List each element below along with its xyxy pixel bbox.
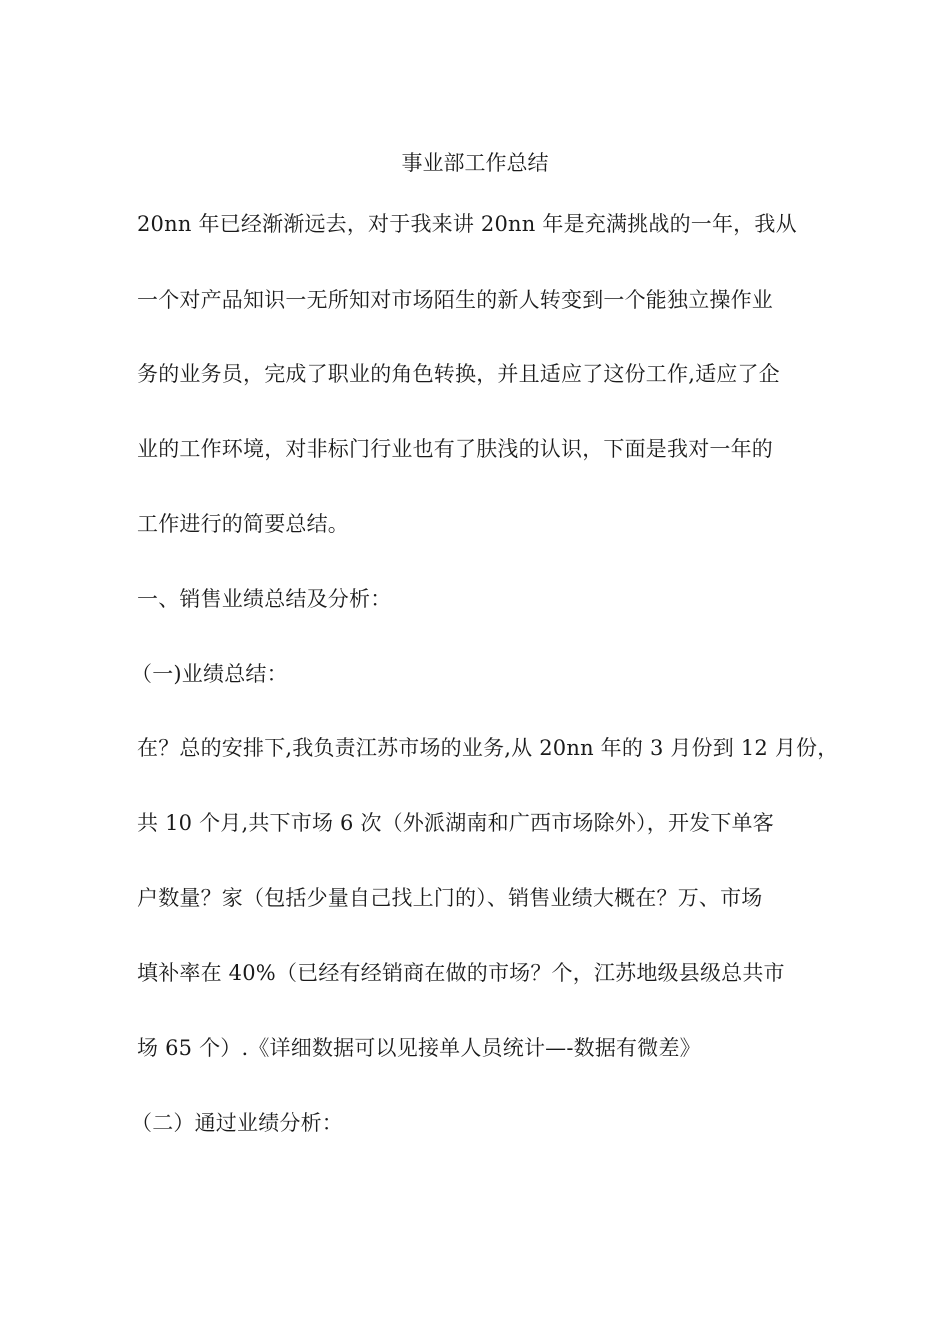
subsection-heading-2: （二）通过业绩分析：: [131, 1111, 343, 1135]
section-heading-1: 一、销售业绩总结及分析：: [137, 587, 392, 611]
body-line-10: 户数量？家（包括少量自己找上门的）、销售业绩大概在？万、市场: [137, 886, 763, 910]
subsection-heading-1: （一)业绩总结：: [131, 662, 288, 686]
body-line-9: 共 10 个月,共下市场 6 次（外派湖南和广西市场除外），开发下单客: [137, 811, 774, 835]
body-line-8: 在？总的安排下,我负责江苏市场的业务,从 20nn 年的 3 月份到 12 月份，: [137, 736, 839, 760]
body-line-11: 填补率在 40%（已经有经销商在做的市场？个，江苏地级县级总共市: [137, 961, 785, 985]
body-line-3: 务的业务员，完成了职业的角色转换，并且适应了这份工作,适应了企: [137, 362, 780, 386]
body-line-5: 工作进行的简要总结。: [137, 512, 349, 536]
body-line-4: 业的工作环境，对非标门行业也有了肤浅的认识，下面是我对一年的: [137, 437, 773, 461]
body-line-2: 一个对产品知识一无所知对市场陌生的新人转变到一个能独立操作业: [137, 288, 773, 312]
document-title: 事业部工作总结: [401, 151, 549, 175]
body-line-1: 20nn 年已经渐渐远去，对于我来讲 20nn 年是充满挑战的一年，我从: [137, 212, 797, 236]
body-line-12: 场 65 个）.《详细数据可以见接单人员统计—-数据有微差》: [137, 1036, 701, 1060]
